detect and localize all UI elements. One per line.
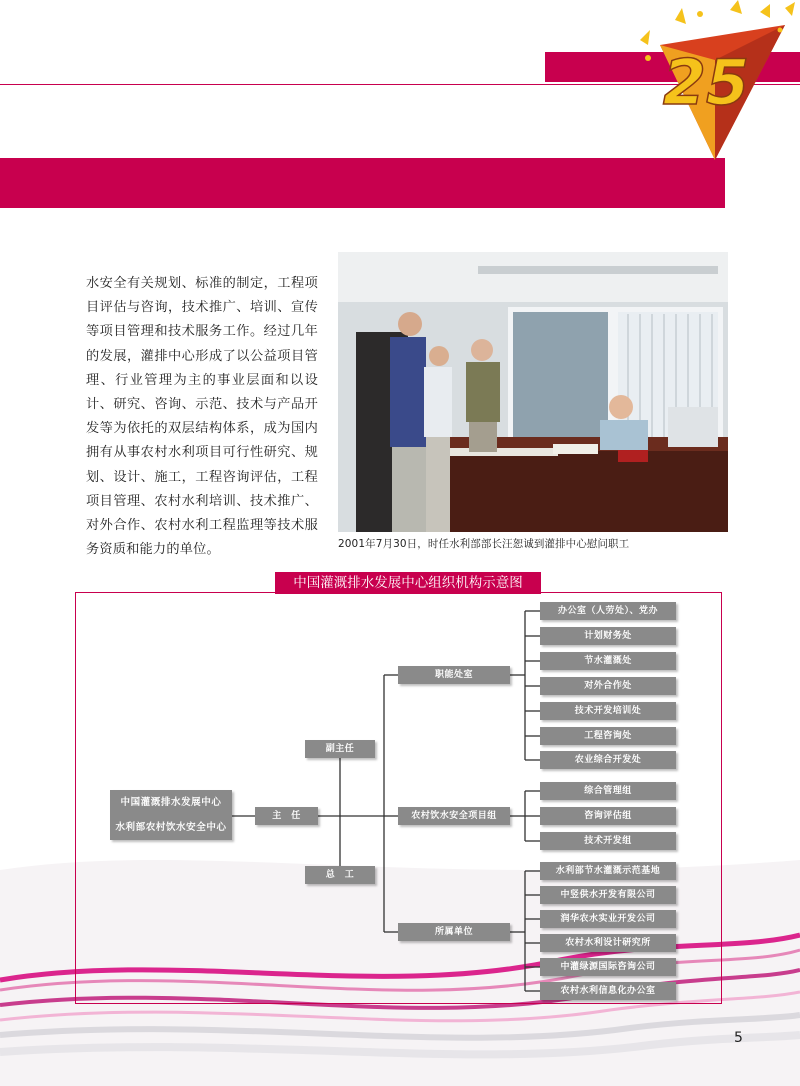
org-unit: 农村水利信息化办公室	[540, 982, 676, 1000]
org-director: 主 任	[255, 807, 318, 825]
page-number: 5	[734, 1030, 743, 1046]
org-root	[110, 790, 232, 840]
org-unit: 农村水利设计研究所	[540, 934, 676, 952]
org-branch-functional: 职能处室	[398, 666, 510, 684]
org-unit: 润华农水实业开发公司	[540, 910, 676, 928]
org-unit: 中灌绿源国际咨询公司	[540, 958, 676, 976]
org-branch-water-safety: 农村饮水安全项目组	[398, 807, 510, 825]
org-unit: 技术开发组	[540, 832, 676, 850]
org-root-line-2: 水利部农村饮水安全中心	[115, 822, 227, 833]
org-unit: 农业综合开发处	[540, 751, 676, 769]
org-unit: 办公室（人劳处）、党办	[540, 602, 676, 620]
org-branch-affiliates: 所属单位	[398, 923, 510, 941]
org-chief-engineer: 总 工	[305, 866, 375, 884]
org-unit: 综合管理组	[540, 782, 676, 800]
org-unit: 咨询评估组	[540, 807, 676, 825]
org-unit: 计划财务处	[540, 627, 676, 645]
org-unit: 节水灌溉处	[540, 652, 676, 670]
org-root-line-1: 中国灌溉排水发展中心	[120, 797, 222, 808]
org-unit: 技术开发培训处	[540, 702, 676, 720]
article-body: 水安全有关规划、标准的制定，工程项目评估与咨询，技术推广、培训、宣传等项目管理和技术服务工作。经过几年的发展，灌排中心形成了以公益项目管理、行业管理为主的事业层面和以设计、研究、咨询、示范、技术与产品开发等为依托的双层结构体系，成为国内拥有从事农村水利项目可行性研究、规划、设计、施工，工程咨询评估，工程项目管理、农村水利培训、技术推广、对外合作、农村水利工程监理等技术服务资质和能力的单位。	[86, 276, 318, 558]
org-unit: 中竖供水开发有限公司	[540, 886, 676, 904]
org-unit: 水利部节水灌溉示范基地	[540, 862, 676, 880]
org-unit: 工程咨询处	[540, 727, 676, 745]
org-chart-title: 中国灌溉排水发展中心组织机构示意图	[275, 572, 541, 594]
badge-number: 25	[662, 46, 750, 119]
org-unit: 对外合作处	[540, 677, 676, 695]
photo-caption: 2001年7月30日，时任水利部部长汪恕诚到灌排中心慰问职工	[338, 538, 630, 550]
org-deputy-director: 副主任	[305, 740, 375, 758]
